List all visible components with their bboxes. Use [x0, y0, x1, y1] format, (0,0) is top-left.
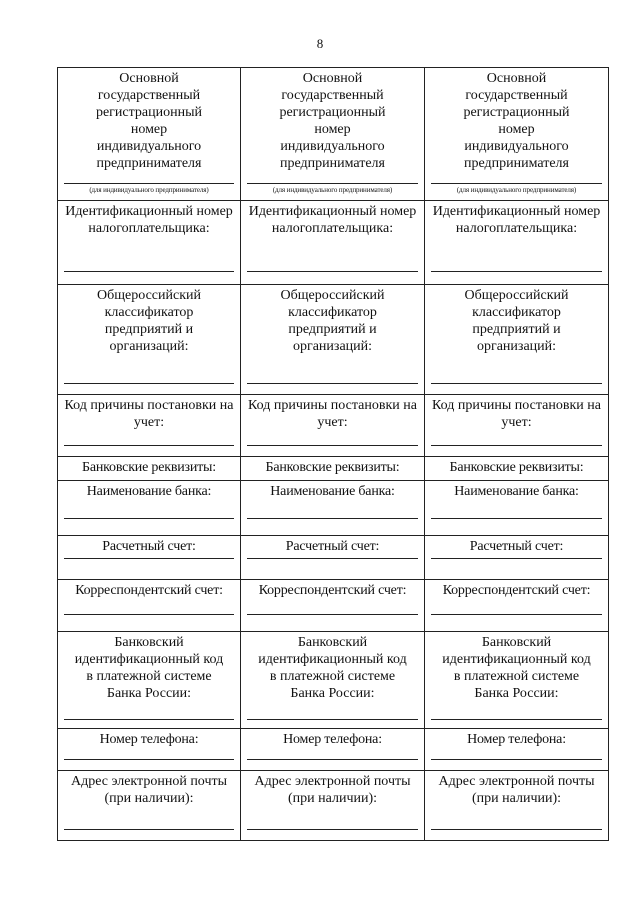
row-ogrnip: [58, 68, 609, 201]
email-field-1[interactable]: [64, 829, 234, 830]
kpp-cell-2: [241, 395, 425, 457]
ogrnip-label: Основной государственный регистрационный номер индивидуального предпринимателя: [95, 71, 203, 171]
row-inn: [58, 201, 609, 285]
email-field-2[interactable]: [247, 829, 418, 830]
row-okpo: [58, 285, 609, 395]
account-label: Расчетный счет:: [469, 539, 564, 554]
kpp-cell-3: [425, 395, 609, 457]
okpo-label: Общероссийский классификатор предприятий и организаций:: [280, 288, 385, 354]
bik-cell-2: [241, 632, 425, 729]
inn-field-3[interactable]: [431, 271, 602, 272]
email-cell-1: [58, 771, 241, 841]
corr-account-field-2[interactable]: [247, 614, 418, 615]
ogrnip-caption: (для индивидуального предпринимателя): [456, 186, 577, 194]
corr-account-field-1[interactable]: [64, 614, 234, 615]
email-label: Адрес электронной почты (при наличии):: [254, 774, 411, 806]
row-email: [58, 771, 609, 841]
ogrnip-caption: (для индивидуального предпринимателя): [272, 186, 393, 194]
account-field-1[interactable]: [64, 558, 234, 559]
bank-name-label: Наименование банка:: [454, 484, 579, 499]
inn-cell-3: [425, 201, 609, 285]
phone-field-1[interactable]: [64, 759, 234, 760]
bank-name-cell-1: [58, 481, 241, 536]
phone-cell-1: [58, 729, 241, 771]
inn-cell-2: [241, 201, 425, 285]
row-kpp: [58, 395, 609, 457]
bank-details-label: Банковские реквизиты:: [265, 460, 400, 475]
email-cell-2: [241, 771, 425, 841]
row-corr-account: [58, 580, 609, 632]
kpp-field-3[interactable]: [431, 445, 602, 446]
inn-field-1[interactable]: [64, 271, 234, 272]
ogrnip-field-3[interactable]: [431, 183, 602, 184]
phone-field-3[interactable]: [431, 759, 602, 760]
bank-details-cell-2: [241, 457, 425, 481]
inn-cell-1: [58, 201, 241, 285]
bank-details-cell-1: [58, 457, 241, 481]
bank-name-field-2[interactable]: [247, 518, 418, 519]
email-cell-3: [425, 771, 609, 841]
bank-name-field-3[interactable]: [431, 518, 602, 519]
corr-account-cell-3: [425, 580, 609, 632]
inn-label: Идентификационный номер налогоплательщика:: [432, 204, 601, 236]
bank-name-cell-3: [425, 481, 609, 536]
ogrnip-cell-1: [58, 68, 241, 201]
phone-cell-3: [425, 729, 609, 771]
phone-label: Номер телефона:: [283, 732, 382, 747]
inn-label: Идентификационный номер налогоплательщика:: [248, 204, 417, 236]
corr-account-cell-2: [241, 580, 425, 632]
kpp-field-2[interactable]: [247, 445, 418, 446]
bik-cell-3: [425, 632, 609, 729]
okpo-label: Общероссийский классификатор предприятий и организаций:: [464, 288, 569, 354]
ogrnip-label: Основной государственный регистрационный номер индивидуального предпринимателя: [463, 71, 570, 171]
account-label: Расчетный счет:: [102, 539, 196, 554]
bank-details-label: Банковские реквизиты:: [449, 460, 584, 475]
bank-details-cell-3: [425, 457, 609, 481]
row-account: [58, 536, 609, 580]
corr-account-label: Корреспондентский счет:: [442, 583, 591, 598]
account-field-2[interactable]: [247, 558, 418, 559]
bik-cell-1: [58, 632, 241, 729]
kpp-field-1[interactable]: [64, 445, 234, 446]
corr-account-label: Корреспондентский счет:: [258, 583, 407, 598]
bik-label: Банковский идентификационный код в платежной системе Банка России:: [442, 635, 591, 701]
okpo-field-1[interactable]: [64, 383, 234, 384]
account-cell-1: [58, 536, 241, 580]
kpp-label: Код причины постановки на учет:: [64, 398, 234, 430]
ogrnip-label: Основной государственный регистрационный номер индивидуального предпринимателя: [279, 71, 386, 171]
bank-name-field-1[interactable]: [64, 518, 234, 519]
row-phone: [58, 729, 609, 771]
inn-label: Идентификационный номер налогоплательщика:: [65, 204, 233, 236]
requisites-table: [57, 67, 609, 841]
ogrnip-cell-2: [241, 68, 425, 201]
account-cell-2: [241, 536, 425, 580]
okpo-cell-3: [425, 285, 609, 395]
phone-label: Номер телефона:: [467, 732, 566, 747]
phone-field-2[interactable]: [247, 759, 418, 760]
bik-label: Банковский идентификационный код в платежной системе Банка России:: [74, 635, 224, 701]
bank-name-label: Наименование банка:: [86, 484, 212, 499]
ogrnip-field-1[interactable]: [64, 183, 234, 184]
corr-account-cell-1: [58, 580, 241, 632]
bank-name-label: Наименование банка:: [270, 484, 395, 499]
bank-details-label: Банковские реквизиты:: [82, 460, 216, 475]
corr-account-label: Корреспондентский счет:: [75, 583, 223, 598]
inn-field-2[interactable]: [247, 271, 418, 272]
okpo-cell-2: [241, 285, 425, 395]
ogrnip-caption: (для индивидуального предпринимателя): [89, 186, 209, 194]
bik-field-1[interactable]: [64, 719, 234, 720]
bank-name-cell-2: [241, 481, 425, 536]
phone-label: Номер телефона:: [99, 732, 199, 747]
email-label: Адрес электронной почты (при наличии):: [438, 774, 595, 806]
row-bank-details: [58, 457, 609, 481]
bik-field-3[interactable]: [431, 719, 602, 720]
page-number: 8: [316, 36, 324, 51]
kpp-label: Код причины постановки на учет:: [432, 398, 601, 430]
okpo-cell-1: [58, 285, 241, 395]
corr-account-field-3[interactable]: [431, 614, 602, 615]
account-field-3[interactable]: [431, 558, 602, 559]
phone-cell-2: [241, 729, 425, 771]
okpo-label: Общероссийский классификатор предприятий и организаций:: [97, 288, 201, 354]
email-field-3[interactable]: [431, 829, 602, 830]
ogrnip-field-2[interactable]: [247, 183, 418, 184]
ogrnip-cell-3: [425, 68, 609, 201]
bik-field-2[interactable]: [247, 719, 418, 720]
row-bik: [58, 632, 609, 729]
email-label: Адрес электронной почты (при наличии):: [70, 774, 228, 806]
okpo-field-3[interactable]: [431, 383, 602, 384]
kpp-label: Код причины постановки на учет:: [248, 398, 417, 430]
bik-label: Банковский идентификационный код в платежной системе Банка России:: [258, 635, 407, 701]
account-cell-3: [425, 536, 609, 580]
account-label: Расчетный счет:: [285, 539, 380, 554]
okpo-field-2[interactable]: [247, 383, 418, 384]
kpp-cell-1: [58, 395, 241, 457]
row-bank-name: [58, 481, 609, 536]
